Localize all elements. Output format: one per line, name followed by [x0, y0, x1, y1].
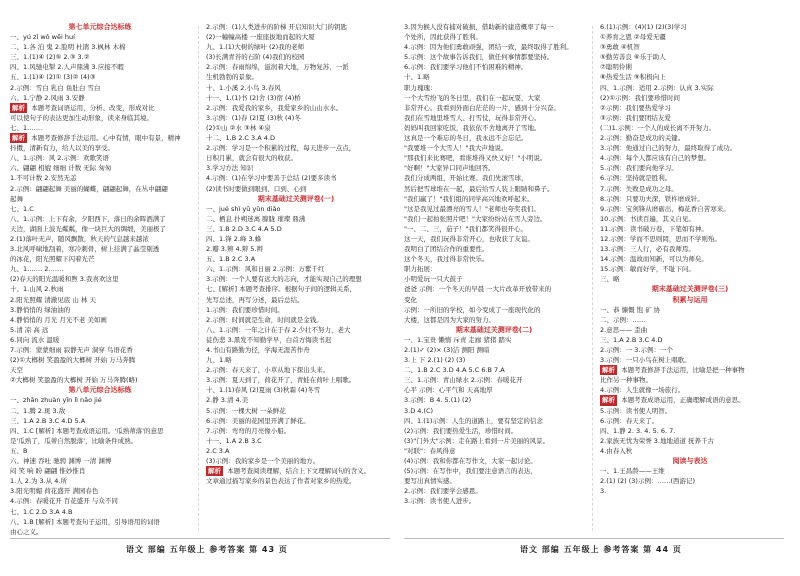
answer-line: 一、zhǎn zhuàn yǐn lì nǎo jié — [10, 396, 102, 405]
answer-line: ⑧热爱生活 ⑨积极向上 — [600, 73, 666, 82]
answer-line: 二、1.腾 2.斑 3.敌 — [10, 406, 66, 415]
answer-line: 15.示例：敏而好学，不耻下问。 — [600, 265, 695, 274]
section-heading: 积累与运用 — [672, 295, 708, 304]
answer-line: (5)示例：在写作中，我们要注意语言的表达， — [404, 467, 537, 476]
left-column-2 — [206, 22, 386, 486]
answer-line: 4.示例：春暖花开 百花盛开 与众不同 — [10, 497, 118, 506]
answer-line: (2)读书时要做到眼到、口到、心到 — [206, 184, 307, 193]
answer-line: 四、1.锋 2.峰 3.蜂 — [206, 234, 262, 243]
section-heading: 期末基础过关测评卷(二) — [455, 325, 533, 334]
answer-line: 十、1.山风 2.秋雨 — [10, 285, 64, 294]
right-column-1 — [404, 22, 584, 507]
answer-line: 2.示例：春雨绵绵，滋润着大地，万物复苏，一派 — [206, 63, 349, 72]
section-heading: 第七单元综合达标练 — [68, 23, 132, 31]
answer-line: 5.示例：这个故事告诉我们，做任何事情都要坚持。 — [404, 53, 554, 62]
answer-line: 心平 示例：心平气和 天高地厚 — [404, 386, 493, 395]
answer-line: 3.D 4.(C) — [404, 406, 434, 415]
answer-line: 3.北风呼啸地刮着，寒冷刺骨，树上挂满了晶莹剔透 — [10, 245, 160, 254]
page-footer-44: 语文 部编 五年级上 参考答案 第 44 页 — [520, 545, 682, 554]
answer-line: 4.由春入秋 — [600, 446, 633, 455]
answer-line: 3.阳光明媚 荷花盛开 满园春色 — [10, 487, 99, 496]
answer-line: 五、1.B 2.C 3.A — [206, 255, 256, 264]
answer-line: 3.学习方法 知识 — [206, 164, 254, 173]
answer-line: (2)①大榔树 笑盈盈的大榔树 开始 万马奔腾 — [10, 356, 136, 365]
answer-line: 示例：一所旧的学校，如今变成了一座现代化的 — [404, 305, 541, 314]
answer-line: 八、1.B [解析] 本题考查句子运用，引导语用的词语 — [10, 517, 160, 526]
answer-line: "我要堆一个大雪人！"我大声地说。 — [404, 144, 508, 153]
answer-line: 解析 本题考查词语运用，分析、改变，形成对比 — [12, 103, 155, 112]
answer-line: (2)①示例：我们要珍惜时间 — [600, 93, 681, 102]
right-column-2 — [600, 22, 780, 496]
answer-line: 7.示例：失败是成功之母。 — [600, 184, 678, 193]
answer-line: "这是我见过最漂亮的雪人！"老师也夸奖我们。 — [404, 204, 540, 213]
answer-line: 七、1.C — [10, 204, 34, 213]
answer-line: 2.(1)落叶无声，随风飘散，秋天的气息越来越浓 — [10, 234, 149, 243]
answer-line: 3. — [600, 487, 607, 496]
footer-rule — [404, 538, 784, 539]
answer-line: 十、1.(1)春风 (2)夏雨 (3)秋霜 (4)冬雪 — [206, 386, 321, 395]
answer-line: 生机勃勃的景象。 — [206, 73, 258, 82]
answer-line: 一、jué shì yǔ yǔn diǎo — [206, 204, 281, 213]
section-heading: 期末基础过关测评卷(一) — [257, 194, 335, 203]
answer-line: 我们在雪地里堆雪人、打雪仗，玩得非常开心。 — [404, 113, 541, 122]
answer-line: 4.示例：人生就像一场旅行。 — [600, 386, 685, 395]
answer-line: 大楼，这都是因为大家的努力。 — [404, 315, 495, 324]
answer-line: 三、略 — [600, 275, 620, 284]
answer-line: "那我们来比赛吧，看谁堆得又快又好！"小明说。 — [404, 154, 547, 163]
answer-line: 个处所，因此获得了胜利。 — [404, 33, 482, 42]
answer-line: 二、栖息 扑朔迷离 朦胧 璀璨 鼎沸 — [206, 214, 306, 223]
answer-line: 日积月累，就会有很大的收获。 — [206, 154, 297, 163]
answer-line: 解析 本题考查成语运用，正确理解成语的意思。 — [602, 396, 745, 405]
section-heading: 阅读与表达 — [672, 457, 708, 466]
answer-line: 十、1.略 — [404, 73, 430, 82]
answer-line: 起舞 — [10, 194, 23, 203]
answer-line: 这一天，我们玩得非常开心，也收获了友谊。 — [404, 234, 534, 243]
answer-line: 2.示例：翩翩起舞 美丽的蝴蝶，翩翩起舞，在丛中翩翩 — [10, 184, 168, 193]
answer-line: 职力拓展： — [404, 265, 437, 274]
answer-line: 2.示例：时间就是生命，时间就是金钱。 — [206, 315, 323, 324]
answer-line: ①养育之恩 ②母爱无疆 — [600, 33, 666, 42]
answer-line: 2.家族无忧为荣誉 3.地地道道 抚养千古 — [600, 436, 715, 445]
answer-line: 4.书山有路勤为径，学海无涯苦作舟 — [206, 346, 310, 354]
answer-line: 3.示例：他通过自己的努力，最终取得了成功。 — [600, 144, 737, 153]
answer-line: 1.人 2.为 3.从 4.所 — [10, 477, 68, 486]
answer-line: 这个冬天，我过得非常快乐。 — [404, 255, 489, 264]
answer-line: 2.示例：(1)人类进步的阶梯 开启知识大门的钥匙 — [206, 23, 347, 31]
analysis-tag: 解析 — [602, 366, 615, 375]
answer-line: ⑦聪明伶俐 — [600, 63, 632, 72]
answer-line: 八、1.示例：风 2.示例：欢歌笑语 — [10, 154, 109, 163]
answer-line: 5.示例：我们要向他学习。 — [600, 164, 678, 173]
answer-line: "我们一起拍张照片吧！"大家纷纷站在雪人旁边。 — [404, 214, 547, 223]
answer-line: 4.示例：因为他们勇敢顽强，团结一致，最终取得了胜利。 — [404, 43, 573, 52]
answer-line: 六、1.宁静 2.风雨 3.安静 — [10, 93, 85, 102]
answer-line: 四、1.静 2. 3. 4. 5. 6. 7. — [600, 426, 676, 435]
answer-line: 七、1.C 2.D 3.A 4.B — [10, 507, 73, 516]
answer-line: 1.示例：我们要珍惜时间。 — [206, 305, 284, 314]
answer-line: 十一、1.A 2.B 3.C — [206, 436, 262, 445]
answer-line: (3)"门外大"示例：走在路上看到一片美丽的风景。 — [404, 436, 550, 445]
answer-line: 12.示例：学而不思则罔，思而不学则殆。 — [600, 234, 721, 243]
answer-line: 三、1.(1)④ (2)⑤ 2.③ 3.② — [10, 53, 90, 62]
answer-line: 五、1.(1)④ (2)① (3)② (4)③ — [10, 73, 96, 82]
answer-line: 4.示例：(1)在学习中要善于总结 (2)要多读书 — [206, 174, 337, 183]
answer-line: 3.上 下 2.(1) (2) (3) — [404, 356, 466, 365]
answer-line: 6.示例：我们要学习他们不怕困难的精神。 — [404, 63, 528, 72]
answer-line: 七、[解析] 本题考查排序。根据句子间的逻辑关系， — [206, 285, 357, 294]
answer-line: 6.示例：春天来了。 — [600, 416, 659, 425]
answer-line: 的冰花，阳光照耀下闪着光芒 — [10, 255, 95, 264]
answer-line: 可以使句子的表达更加生动形象，读来身临其境。 — [10, 113, 153, 122]
answer-line: 2.静 3.清 4.美 — [206, 396, 249, 405]
answer-line: (2)春天的阳光温暖和煦 3.我喜欢这里 — [10, 275, 119, 284]
answer-line: 五、B — [10, 446, 28, 455]
answer-line: 10.示例：书读百遍，其义自见。 — [600, 214, 695, 223]
answer-line: 一、yú zǐ wǒ wēi huí — [10, 33, 75, 42]
answer-line: 四、1.C [解析] 本题考查成语运用。'瓜熟蒂落'的意思 — [10, 426, 164, 435]
answer-line: 2.示例：雪白 乳白 鱼肚白 雪白 — [10, 83, 101, 92]
page-footer-43: 语文 部编 五年级上 参考答案 第 43 页 — [126, 545, 288, 554]
answer-line: 2.示例：一 3.示例：一个 — [600, 346, 673, 354]
answer-line: 14.示例：温故而知新，可以为师矣。 — [600, 255, 708, 264]
answer-line: 2.示例：春天来了，小草从地下探出头来。 — [206, 366, 330, 375]
answer-line: 解析 本题考查修辞手法运用。心中有情，眼中有景，精神 — [12, 134, 181, 143]
answer-line: 三、1.示例：青山绿水 2.示例：春暖花开 — [404, 376, 523, 385]
analysis-tag: 解析 — [12, 134, 25, 143]
answer-line: 七、1.…… — [10, 123, 43, 132]
answer-line: 13.示例：三人行，必有我师焉。 — [600, 245, 695, 254]
answer-line: 文章通过描写家乡的景色表达了作者对家乡的热爱。 — [206, 477, 356, 486]
answer-line: 3.示例：读书使人进步。 — [404, 497, 476, 506]
answer-line: 要写出真情实感。 — [404, 477, 456, 486]
analysis-tag: 解析 — [602, 396, 615, 405]
answer-line: 7.示例：弯弯的月亮像小船。 — [206, 426, 291, 435]
answer-line: 7.示例：蒙蒙细雨 寂静无声 洞穿 鸟语花香 — [10, 346, 133, 354]
answer-line: 二、示例：…… — [600, 315, 646, 324]
answer-line: 小明爱玩一只大鼓子 — [404, 275, 463, 284]
answer-line: 2.意思—— 歪曲 — [600, 325, 648, 334]
answer-line: 职力瑰瑰： — [404, 83, 437, 92]
answer-line: 一、1.王昌龄——王维 — [600, 467, 665, 476]
answer-line: 二、1.各 泊 鬼 2.脸明 杜鹃 3.枫林 木棉 — [10, 43, 126, 52]
answer-page-44 — [400, 0, 800, 576]
answer-line: 三、1.A 2.B 3.C 4.D — [600, 335, 663, 344]
answer-line: 11.示例：读书破万卷，下笔如有神。 — [600, 224, 708, 233]
answer-line: 三、1.B 2.D 3.C 4.A 5.D — [206, 224, 282, 233]
answer-line: 6.示例：坚持就是胜利。 — [600, 174, 672, 183]
answer-line: 天空 — [10, 366, 23, 375]
answer-line: 2.瓣 3.辨 4.辩 5.辫 — [206, 245, 264, 254]
column-divider — [592, 26, 593, 531]
answer-line: 3.示例：(1)春 (2)夏 (3)秋 (4)冬 — [206, 113, 301, 122]
answer-line: 十二、1.B 2.C 3.A 4.D — [206, 134, 275, 143]
answer-line: ⑤勤劳善良 ⑥乐于助人 — [600, 53, 666, 62]
answer-line: 这真是一个难忘的冬日，我永远不会忘记。 — [404, 134, 528, 143]
answer-line: 8.示例：只要功夫深，铁杵磨成针。 — [600, 194, 704, 203]
answer-line: 4.示例：每个人都应该有自己的梦想。 — [600, 154, 711, 163]
answer-line: 六、翩翩 相媲 细细 计数 无际 匆匆 — [10, 164, 112, 173]
answer-line: (2)①山 ②水 ③林 ④泉 — [206, 123, 271, 132]
answer-line: (2)一幢幢高楼 一座座拔地而起的大厦 — [206, 33, 315, 42]
answer-line: "好啊！"大家异口同声地回答。 — [404, 164, 495, 173]
answer-line: 四、1.风驰电掣 2.人声鼎沸 3.应接不暇 — [10, 63, 124, 72]
answer-line: 3.示例：一个人要有远大的志向，才能实现自己的理想 — [206, 275, 362, 284]
answer-line: 2.示例：我爱我的家乡，我爱家乡的山山水水。 — [206, 103, 343, 112]
answer-line: 非常开心。我看到外面白茫茫的一片，感到十分兴奋。 — [404, 103, 560, 112]
answer-line: 抖擞，清新有力，给人以美的享受。 — [10, 144, 114, 153]
answer-line: ③示例：我们要团结友爱 — [600, 113, 671, 122]
answer-line: 3.因为猴人没有捕对破损，借助新的建造概率了每一 — [404, 23, 554, 31]
answer-line: 3.示例：夏天到了，荷花开了，青蛙在荷叶上唱歌。 — [206, 376, 356, 385]
answer-line: 5.清 凉 高 远 — [10, 325, 49, 334]
answer-line: 九、1.(1)大树的绿叶 (2)我的老师 — [206, 43, 305, 52]
analysis-tag: 解析 — [12, 103, 25, 112]
section-heading: 期末基础过关测评卷(三) — [651, 285, 729, 294]
answer-line: 2.C 3.A — [206, 446, 230, 455]
answer-line: ②示例：我们要热爱学习 — [600, 103, 671, 112]
answer-line: 是'瓜熟了，瓜蒂自然脱落'，比喻条件成熟。 — [10, 436, 138, 445]
answer-line: ③勇敢 ④机智 — [600, 43, 640, 52]
answer-line: 1.不可计数 2.安然无恙 — [10, 174, 77, 183]
answer-line: 2.示例：学习是一个积累的过程，每天进步一点点， — [206, 144, 356, 153]
answer-line: 八、1.示例：上下有余，夕阳西下，落日的余晖洒满了 — [10, 214, 166, 223]
answer-line: 3.示例：B 4. 5.(1) (2) — [404, 396, 472, 405]
answer-line: 然后把雪球堆在一起，最后给雪人装上眼睛和鼻子。 — [404, 184, 554, 193]
answer-line: 解析 本题考查阅读理解，结合上下文理解词句的含义。 — [208, 467, 371, 476]
answer-line: 3.示例：一只小鸟在树上唱歌。 — [600, 356, 691, 365]
answer-line: 天边，湖面上波光粼粼，像一块巨大的绸缎，美丽极了 — [10, 224, 166, 233]
answer-line: 八、1.示例：一年之计在于春 2.少壮不努力，老大 — [206, 325, 351, 334]
answer-line: 5.示例：读书使人明智。 — [600, 406, 672, 415]
answer-line: 六、1.示例：风和日丽 2.示例：万紫千红 — [206, 265, 325, 274]
answer-line: 闷 笑 响 盼 翩翩 惟妙惟肖 — [10, 467, 86, 476]
answer-line: 6.(1)示例：(4)(1) (2)(3)学习 — [600, 23, 687, 31]
answer-line: 四、1.示例：适用 2.示例：认真 3.实际 — [600, 83, 714, 92]
answer-line: 2.(1)✓ (2)× (3)洁 测阳 测暗 — [404, 346, 490, 354]
left-column-1 — [10, 22, 190, 537]
answer-line: 一个大雪纷飞的冬日里，我们在一起玩耍，大家 — [404, 93, 541, 102]
answer-line: "对联"：春风得意 — [404, 446, 456, 455]
answer-line: 十一、1.(1)书 (2)舍 (3)宿 (4)桥 — [206, 93, 301, 102]
answer-line: 爸爸 示例：一个冬天的早晨 一大片改革开放带来的 — [404, 285, 552, 294]
answer-line: 比作另一种事物。 — [600, 376, 652, 385]
answer-line: (3)长满青苔的石阶 (4)我们的校园 — [206, 53, 305, 62]
answer-line: 5.示例：一棵大树 一朵鲜花 — [206, 406, 286, 415]
answer-line: 变化 — [404, 295, 417, 304]
answer-line: 3.静悄悄的 绿油油的 — [10, 305, 71, 314]
answer-line: 4.静悄悄的 月光 月光不老 美如画 — [10, 315, 107, 324]
answer-line: ②大榔树 笑盈盈的大榔树 开始 万马奔腾(略) — [10, 376, 138, 385]
answer-line: 2.阳光照耀 清澈见底 山 林 天 — [10, 295, 96, 304]
answer-line: 二、1.B 2.C 3.D 4.A 5.C 6.B 7.A — [404, 366, 505, 375]
answer-line: 我明白了团结合作的重要性。 — [404, 245, 489, 254]
column-divider — [198, 26, 199, 531]
answer-line: 9.示例：宝剑锋从磨砺出，梅花香自苦寒来。 — [600, 204, 730, 213]
answer-line: 六、神速 吞吐 驰骋 渊博 一清 渊博 — [10, 457, 112, 466]
answer-line: 徒伤悲 3.黑发不知勤学早，白首方悔读书迟 — [206, 335, 332, 344]
answer-line: 一、恭 慷慨 饱 矿 协 — [600, 305, 661, 314]
answer-line: 我们分成两组，开始比赛。我们先滚雪球， — [404, 174, 528, 183]
analysis-tag: 解析 — [208, 467, 221, 476]
answer-line: 2.(1) (2) (3)示例：……(西游记) — [600, 477, 696, 486]
answer-line: (4)示例：我和你都在写作文，大家一起讨论。 — [404, 457, 537, 466]
answer-line: 十、1.小溪 2.小鸟 3.春风 — [206, 83, 281, 92]
answer-line: 由心之义。 — [10, 527, 43, 536]
answer-line: 2.示例：勤奋是成功的关键。 — [600, 134, 685, 143]
answer-line: 2.示例：我们要学会感恩。 — [404, 487, 482, 496]
answer-line: (2)示例：我们要热爱生活，珍惜时间。 — [404, 426, 518, 435]
answer-line: "我们赢了！"我们组的同学高兴地欢呼起来。 — [404, 194, 534, 203]
answer-line: 先写总述，再写分述，最后总结。 — [206, 295, 304, 304]
answer-line: 四、1.(1)示例：人生的道路上，要有坚定的信念 — [404, 416, 543, 425]
answer-line: 妈妈叫我回家吃饭，我依依不舍地离开了雪地。 — [404, 123, 541, 132]
section-heading: 第八单元综合达标练 — [68, 386, 132, 395]
answer-line: (3)示例：我的家乡是一个美丽的地方。 — [206, 457, 320, 466]
answer-line: 6.示例：美丽的花园里开满了鲜花。 — [206, 416, 310, 425]
footer-rule — [10, 538, 390, 539]
answer-line: 九、1.…… 2.…… — [10, 265, 64, 274]
answer-line: 6.同向 流水 温暖 — [10, 335, 60, 344]
answer-line: "一、二、三，茄子！"我们都笑得很开心。 — [404, 224, 527, 233]
answer-line: 三、1.A 2.B 3.C 4.D 5.A — [10, 416, 86, 425]
answer-line: 解析 本题考查修辞手法运用，比喻是把一种事物 — [602, 366, 745, 375]
answer-line: 九、1.略 — [206, 356, 232, 365]
answer-line: 一、1.宝贵 懒惰 斥责 走廊 猪猪 踏实 — [404, 335, 512, 344]
answer-line: (二)1.示例：一个人的成长离不开努力。 — [600, 123, 716, 132]
